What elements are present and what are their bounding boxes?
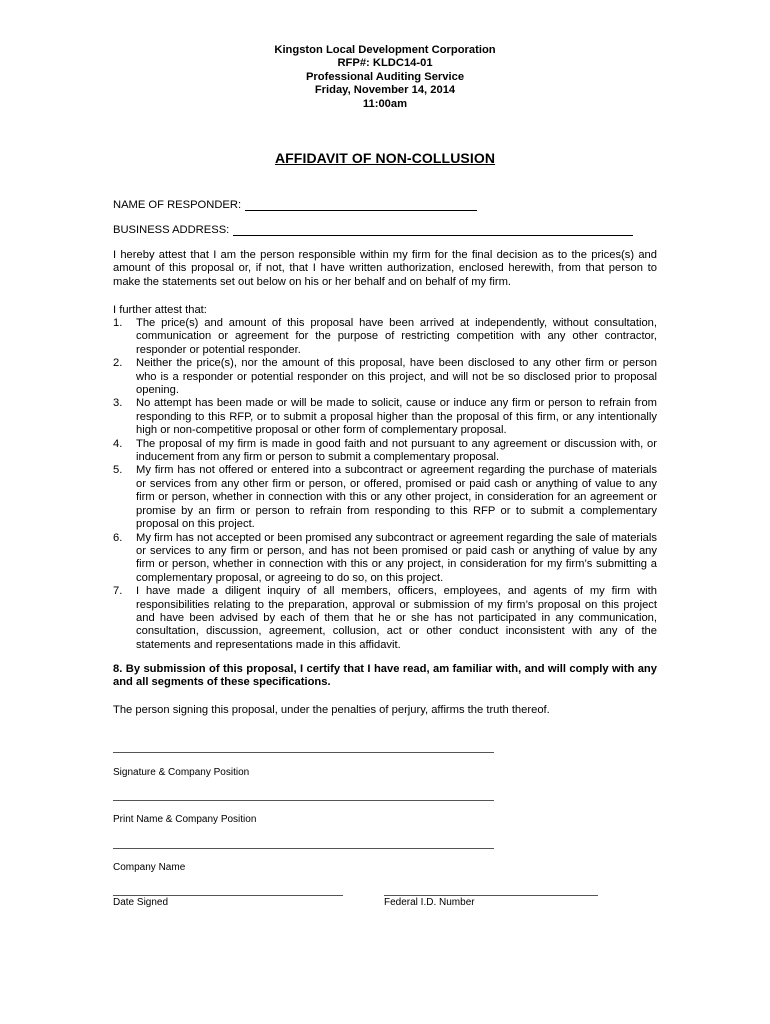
header-rfp-number: RFP#: KLDC14-01 (337, 57, 433, 70)
address-label: BUSINESS ADDRESS: (113, 224, 230, 236)
signature-line[interactable] (113, 752, 494, 753)
signature-label: Signature & Company Position (113, 767, 250, 778)
certification-statement: 8. By submission of this proposal, I certify that I have read, am familiar with, and will comply with any and all segments of these specifications. (113, 663, 657, 689)
list-item: 4. The proposal of my firm is made in good faith and not pursuant to any agreement or discussion with, or inducement from any firm or person to submit a complementary proposal. (113, 437, 657, 464)
list-item: 6. My firm has not accepted or been promised any subcontract or agreement regarding the sale of materials or services to any firm or person, and has not been promised or paid cash or anything of value by any firm or person, whether in connection with this or any project, in consideration for my firm’s submitting a complementary proposal, or agreeing to do so, on this project. (113, 531, 657, 584)
further-attest-text: I further attest that: (113, 304, 207, 316)
list-item: 5. My firm has not offered or entered into a subcontract or agreement regarding the purchase of materials or services from any other firm or person, or offered, promised or paid cash or anything of value to any firm or person, whether in connection with this or any other project, in consideration for an agreement or promise by an firm or person to refrain from responding to this RFP or to submit a complementary proposal on this project. (113, 464, 657, 531)
federal-id-line[interactable] (384, 895, 598, 896)
date-signed-label: Date Signed (113, 897, 169, 908)
date-signed-line[interactable] (113, 895, 343, 896)
header-time: 11:00am (362, 97, 408, 110)
intro-paragraph: I hereby attest that I am the person responsible within my firm for the final decision as to the prices(s) and amount of this proposal or, if not, that I have written authorization, enclosed herewith, from that person to make the statements set out below on his or her behalf and on behalf of my firm. (113, 249, 657, 288)
document-header (0, 44, 770, 111)
federal-id-label: Federal I.D. Number (384, 897, 475, 908)
responder-field (113, 199, 477, 211)
responder-input-line[interactable] (245, 199, 477, 211)
header-service: Professional Auditing Service (305, 70, 465, 83)
list-item: 3. No attempt has been made or will be made to solicit, cause or induce any firm or person to refrain from responding to this RFP, or to submit a proposal higher than the proposal of this firm, or any intentionally high or non-competitive proposal or other form of complementary proposal. (113, 397, 657, 437)
print-name-line[interactable] (113, 800, 494, 801)
list-item: 7. I have made a diligent inquiry of all members, officers, employees, and agents of my firm with responsibilities relating to the preparation, approval or submission of my firm’s proposal on this project and have been advised by each of them that he or she has not participated in any communication, consultation, discussion, agreement, collusion, act or other conduct inconsistent with any of the statements and representations made in this affidavit. (113, 585, 657, 651)
perjury-statement: The person signing this proposal, under the penalties of perjury, affirms the truth thereof. (113, 704, 550, 716)
list-item: 2. Neither the price(s), nor the amount of this proposal, have been disclosed to any other firm or person who is a responder or potential responder on this project, and will not be so disclosed prior to proposal opening. (113, 357, 657, 397)
print-name-label: Print Name & Company Position (113, 814, 257, 825)
header-date: Friday, November 14, 2014 (314, 84, 456, 97)
address-field (113, 224, 633, 236)
address-input-line[interactable] (233, 224, 633, 236)
page-title: AFFIDAVIT OF NON-COLLUSION (274, 150, 496, 166)
responder-label: NAME OF RESPONDER: (113, 199, 242, 211)
attestation-list (113, 317, 657, 652)
list-item: 1. The price(s) and amount of this proposal have been arrived at independently, without consultation, communication or agreement for the purpose of restricting competition with any other contractor, responder or potential responder. (113, 317, 657, 356)
company-name-line[interactable] (113, 848, 494, 849)
company-name-label: Company Name (113, 862, 186, 873)
header-organization: Kingston Local Development Corporation (274, 44, 496, 56)
